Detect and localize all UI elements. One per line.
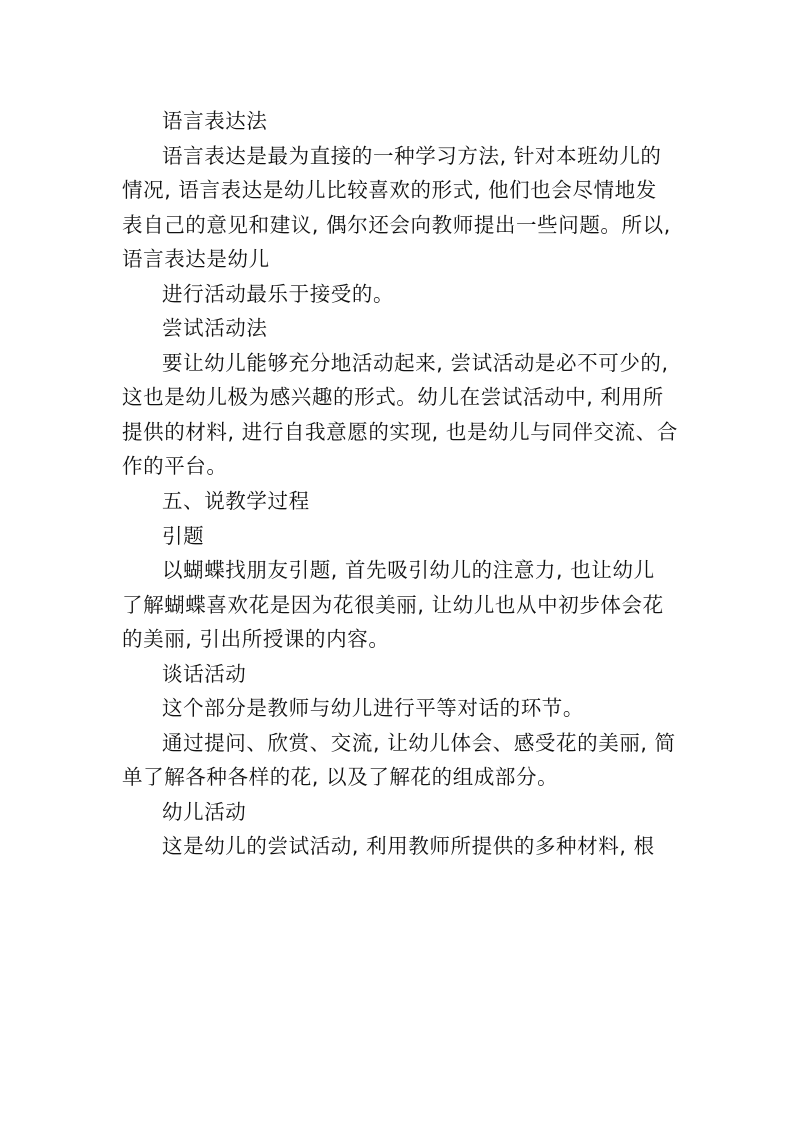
paragraph-line: 作的平台。 [122, 454, 228, 479]
paragraph-line: 要让幼儿能够充分地活动起来, 尝试活动是必不可少的, [162, 350, 669, 375]
heading-children-activity: 幼儿活动 [162, 799, 247, 824]
paragraph-line: 这个部分是教师与幼儿进行平等对话的环节。 [162, 696, 584, 721]
paragraph-line: 以蝴蝶找朋友引题, 首先吸引幼儿的注意力, 也让幼儿 [162, 558, 655, 583]
heading-language-expression: 语言表达法 [162, 109, 268, 133]
paragraph-line: 表自己的意见和建议, 偶尔还会向教师提出一些问题。所以, [122, 212, 671, 237]
paragraph-line: 提供的材料, 进行自我意愿的实现, 也是幼儿与同伴交流、合 [122, 419, 678, 444]
paragraph-line: 语言表达是幼儿 [122, 247, 270, 272]
paragraph-line: 进行活动最乐于接受的。 [162, 281, 395, 306]
heading-trial-activity: 尝试活动法 [162, 316, 268, 341]
document-body [122, 104, 682, 864]
paragraph-line: 这也是幼儿极为感兴趣的形式。幼儿在尝试活动中, 利用所 [122, 385, 664, 410]
paragraph-line: 情况, 语言表达是幼儿比较喜欢的形式, 他们也会尽情地发 [122, 178, 657, 203]
heading-introduction: 引题 [162, 523, 205, 548]
paragraph-line: 了解蝴蝶喜欢花是因为花很美丽, 让幼儿也从中初步体会花 [122, 592, 664, 617]
heading-conversation-activity: 谈话活动 [162, 661, 247, 686]
paragraph-line: 通过提问、欣赏、交流, 让幼儿体会、感受花的美丽, 简 [162, 730, 676, 755]
paragraph-line: 这是幼儿的尝试活动, 利用教师所提供的多种材料, 根 [162, 834, 655, 859]
paragraph-line: 的美丽, 引出所授课的内容。 [122, 627, 390, 652]
paragraph-line: 语言表达是最为直接的一种学习方法, 针对本班幼儿的 [162, 143, 662, 168]
heading-teaching-process: 五、说教学过程 [162, 489, 310, 514]
paragraph-line: 单了解各种各样的花, 以及了解花的组成部分。 [122, 765, 559, 790]
